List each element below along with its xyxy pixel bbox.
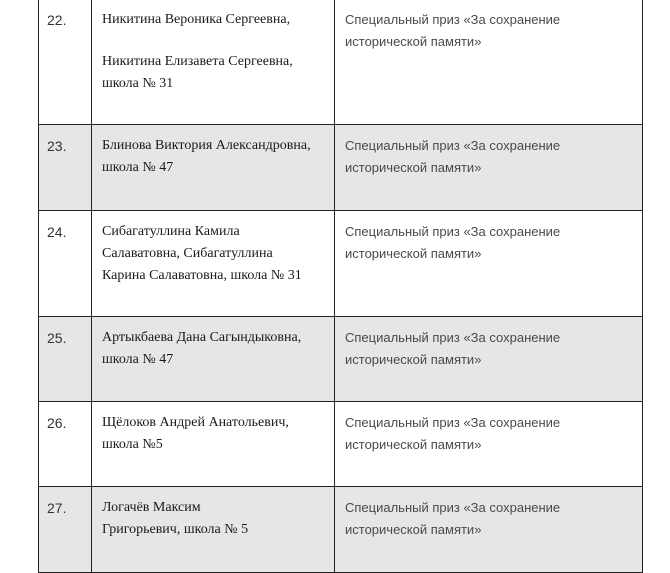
- participant-names: [92, 402, 335, 487]
- row-number: 23.: [39, 125, 92, 211]
- participant-name-line: Артыкбаева Дана Сагындыковна,: [102, 330, 302, 345]
- participant-name-line: Никитина Елизавета Сергеевна,: [102, 54, 293, 69]
- participant-name-line: Щёлоков Андрей Анатольевич,: [102, 415, 289, 430]
- award-cell: [335, 402, 643, 487]
- participant-names: [92, 317, 335, 402]
- participant-name-line: Салаватовна, Сибагатуллина: [102, 246, 273, 261]
- participant-name-line: Блинова Виктория Александровна,: [102, 138, 311, 153]
- award-cell: [335, 125, 643, 211]
- table-row: [39, 317, 643, 402]
- award-line: исторической памяти»: [345, 160, 482, 175]
- award-cell: [335, 487, 643, 573]
- award-line: Специальный приз «За сохранение: [345, 415, 561, 430]
- participant-school-line: Карина Салаватовна, школа № 31: [102, 268, 302, 283]
- award-line: исторической памяти»: [345, 34, 482, 49]
- award-cell: [335, 0, 643, 125]
- participant-school-line: школа № 47: [102, 352, 174, 367]
- row-number: 25.: [39, 317, 92, 402]
- participant-name-line: Никитина Вероника Сергеевна,: [102, 12, 291, 27]
- table-row: [39, 487, 643, 573]
- participant-names: [92, 0, 335, 125]
- award-line: Специальный приз «За сохранение: [345, 138, 561, 153]
- award-line: Специальный приз «За сохранение: [345, 500, 561, 515]
- award-cell: [335, 211, 643, 317]
- participant-names: [92, 125, 335, 211]
- participant-school-line: Григорьевич, школа № 5: [102, 522, 249, 537]
- award-line: исторической памяти»: [345, 437, 482, 452]
- table-row: [39, 125, 643, 211]
- table-row: [39, 0, 643, 125]
- award-line: исторической памяти»: [345, 352, 482, 367]
- row-number: 27.: [39, 487, 92, 573]
- award-line: исторической памяти»: [345, 522, 482, 537]
- award-line: Специальный приз «За сохранение: [345, 12, 561, 27]
- participant-school-line: школа № 31: [102, 76, 174, 91]
- award-line: Специальный приз «За сохранение: [345, 330, 561, 345]
- participant-school-line: школа №5: [102, 437, 163, 452]
- row-number: 24.: [39, 211, 92, 317]
- award-line: исторической памяти»: [345, 246, 482, 261]
- participant-name-line: Сибагатуллина Камила: [102, 224, 240, 239]
- table-row: [39, 402, 643, 487]
- award-line: Специальный приз «За сохранение: [345, 224, 561, 239]
- table-row: [39, 211, 643, 317]
- awards-table: [38, 0, 643, 573]
- award-cell: [335, 317, 643, 402]
- row-number: 26.: [39, 402, 92, 487]
- row-number: 22.: [39, 0, 92, 125]
- participant-names: [92, 487, 335, 573]
- participant-school-line: школа № 47: [102, 160, 174, 175]
- participant-names: [92, 211, 335, 317]
- participant-name-line: Логачёв Максим: [102, 500, 201, 515]
